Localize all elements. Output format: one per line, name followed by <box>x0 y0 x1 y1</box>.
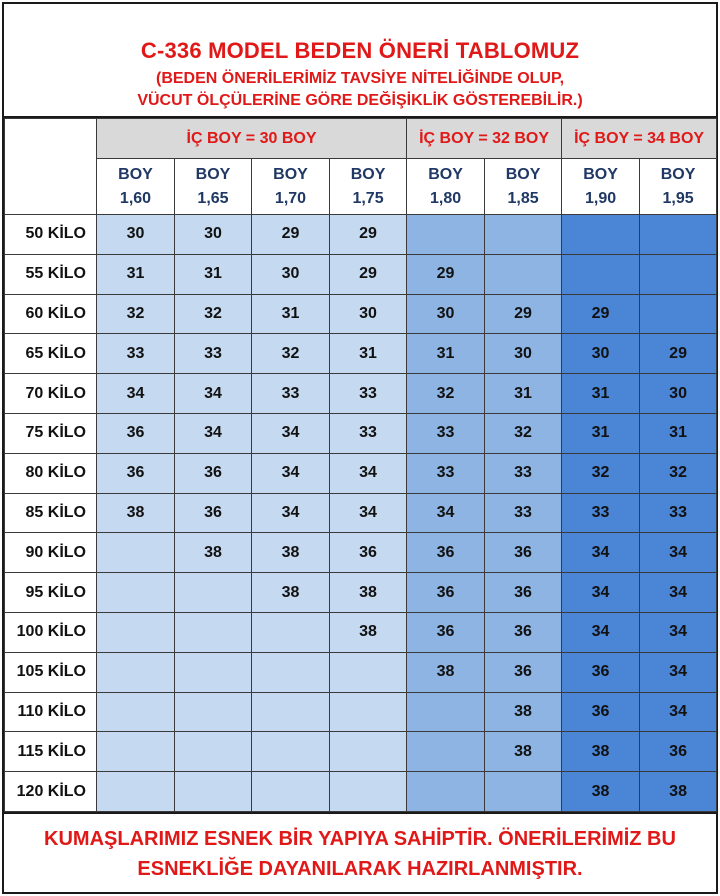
table-row <box>5 453 717 493</box>
size-cell: 36 <box>485 573 562 613</box>
size-cell: 33 <box>640 493 717 533</box>
size-cell: 29 <box>330 215 407 255</box>
column-header-top: BOY <box>428 165 463 183</box>
size-cell: 31 <box>175 254 252 294</box>
column-header <box>252 159 330 215</box>
footer-line-1: KUMAŞLARIMIZ ESNEK BİR YAPIYA SAHİPTİR. ÖNERİLERİMİZ BU <box>44 828 676 850</box>
size-cell: 31 <box>562 413 640 453</box>
size-cell: 34 <box>175 374 252 414</box>
size-cell: 33 <box>330 413 407 453</box>
size-cell <box>640 215 717 255</box>
size-cell: 34 <box>252 453 330 493</box>
column-header <box>330 159 407 215</box>
size-cell <box>640 294 717 334</box>
subtitle-line-1: (BEDEN ÖNERİLERİMİZ TAVSİYE NİTELİĞİNDE OLUP, <box>155 70 565 87</box>
corner-cell <box>5 119 97 215</box>
size-cell <box>97 612 175 652</box>
size-cell: 34 <box>562 533 640 573</box>
size-cell <box>175 612 252 652</box>
size-cell: 29 <box>330 254 407 294</box>
size-cell: 38 <box>562 772 640 812</box>
size-cell: 32 <box>485 413 562 453</box>
size-cell <box>330 732 407 772</box>
size-cell: 36 <box>407 533 485 573</box>
size-cell: 36 <box>485 612 562 652</box>
size-cell: 29 <box>407 254 485 294</box>
row-label: 85 KİLO <box>5 493 97 533</box>
size-cell <box>330 692 407 732</box>
subtitle-line-2: VÜCUT ÖLÇÜLERİNE GÖRE DEĞİŞİKLİK GÖSTEREBİLİR.) <box>137 92 583 109</box>
size-cell: 36 <box>407 573 485 613</box>
group-header: İÇ BOY = 34 BOY <box>562 119 717 159</box>
group-header: İÇ BOY = 32 BOY <box>407 119 562 159</box>
row-label: 95 KİLO <box>5 573 97 613</box>
size-cell <box>562 254 640 294</box>
size-cell: 34 <box>640 692 717 732</box>
size-cell: 33 <box>485 493 562 533</box>
column-header-top: BOY <box>660 165 696 183</box>
size-cell <box>175 732 252 772</box>
size-cell: 38 <box>407 652 485 692</box>
table-row <box>5 612 717 652</box>
table-row <box>5 772 717 812</box>
size-cell: 36 <box>485 533 562 573</box>
size-cell <box>97 732 175 772</box>
size-cell <box>252 772 330 812</box>
size-cell: 32 <box>407 374 485 414</box>
size-cell: 38 <box>252 533 330 573</box>
row-label: 70 KİLO <box>5 374 97 414</box>
size-cell: 30 <box>252 254 330 294</box>
table-row <box>5 573 717 613</box>
size-cell <box>330 772 407 812</box>
row-label: 75 KİLO <box>5 413 97 453</box>
row-label: 100 KİLO <box>5 612 97 652</box>
size-cell <box>485 215 562 255</box>
size-cell: 34 <box>252 493 330 533</box>
size-cell: 30 <box>407 294 485 334</box>
size-cell <box>175 573 252 613</box>
size-table <box>4 118 717 812</box>
size-cell: 33 <box>97 334 175 374</box>
size-cell <box>252 652 330 692</box>
column-header <box>562 159 640 215</box>
size-cell: 36 <box>562 692 640 732</box>
table-row <box>5 533 717 573</box>
table-row <box>5 413 717 453</box>
column-header-height: 1,65 <box>197 189 229 207</box>
table-row <box>5 294 717 334</box>
size-cell <box>407 215 485 255</box>
size-cell: 34 <box>640 652 717 692</box>
row-label: 80 KİLO <box>5 453 97 493</box>
column-header <box>175 159 252 215</box>
size-cell <box>562 215 640 255</box>
column-header-height: 1,70 <box>274 189 307 207</box>
size-cell <box>407 732 485 772</box>
column-header-height: 1,60 <box>119 189 152 207</box>
column-header-height: 1,90 <box>584 189 617 207</box>
column-header-top: BOY <box>118 165 153 183</box>
size-cell: 29 <box>640 334 717 374</box>
row-label: 110 KİLO <box>5 692 97 732</box>
group-header: İÇ BOY = 30 BOY <box>97 119 407 159</box>
page-title: C-336 MODEL BEDEN ÖNERİ TABLOMUZ <box>140 38 580 63</box>
size-cell: 38 <box>175 533 252 573</box>
size-cell: 29 <box>485 294 562 334</box>
size-cell: 33 <box>330 374 407 414</box>
subtitle <box>4 68 716 112</box>
size-cell <box>485 254 562 294</box>
size-cell: 31 <box>640 413 717 453</box>
size-cell: 38 <box>485 732 562 772</box>
size-cell: 34 <box>562 573 640 613</box>
size-cell: 33 <box>407 453 485 493</box>
size-cell <box>407 692 485 732</box>
size-cell <box>175 692 252 732</box>
row-label: 60 KİLO <box>5 294 97 334</box>
table-row <box>5 732 717 772</box>
size-cell: 36 <box>175 453 252 493</box>
size-cell <box>485 772 562 812</box>
size-cell: 32 <box>640 453 717 493</box>
size-cell: 34 <box>640 533 717 573</box>
size-cell: 36 <box>407 612 485 652</box>
size-cell <box>407 772 485 812</box>
size-cell: 34 <box>175 413 252 453</box>
size-chart-frame <box>2 2 718 894</box>
table-row <box>5 692 717 732</box>
table-row <box>5 374 717 414</box>
size-cell <box>252 732 330 772</box>
size-cell <box>175 772 252 812</box>
size-cell <box>97 692 175 732</box>
size-cell: 30 <box>640 374 717 414</box>
size-cell: 31 <box>562 374 640 414</box>
size-cell: 33 <box>485 453 562 493</box>
size-cell <box>330 652 407 692</box>
size-cell: 31 <box>485 374 562 414</box>
footer-line-2: ESNEKLİĞE DAYANILARAK HAZIRLANMIŞTIR. <box>137 858 583 880</box>
column-header-height: 1,80 <box>429 189 462 207</box>
size-cell: 38 <box>485 692 562 732</box>
size-cell: 32 <box>252 334 330 374</box>
size-cell: 32 <box>175 294 252 334</box>
column-header <box>640 159 717 215</box>
column-header-height: 1,85 <box>507 189 539 207</box>
column-header-height: 1,95 <box>662 189 694 207</box>
size-cell: 33 <box>175 334 252 374</box>
size-cell: 33 <box>252 374 330 414</box>
column-header-row <box>5 159 717 215</box>
size-cell: 29 <box>252 215 330 255</box>
size-cell: 30 <box>97 215 175 255</box>
row-label: 90 KİLO <box>5 533 97 573</box>
size-cell: 36 <box>175 493 252 533</box>
size-cell: 38 <box>330 612 407 652</box>
size-cell: 36 <box>97 453 175 493</box>
size-cell: 36 <box>562 652 640 692</box>
row-label: 115 KİLO <box>5 732 97 772</box>
size-cell: 34 <box>562 612 640 652</box>
group-header-row <box>5 119 717 159</box>
table-row <box>5 334 717 374</box>
column-header <box>97 159 175 215</box>
title-block <box>4 4 716 118</box>
size-cell: 34 <box>252 413 330 453</box>
row-label: 120 KİLO <box>5 772 97 812</box>
size-cell <box>97 573 175 613</box>
size-cell: 32 <box>97 294 175 334</box>
size-cell: 31 <box>252 294 330 334</box>
size-cell: 31 <box>330 334 407 374</box>
size-cell: 38 <box>330 573 407 613</box>
footer-note <box>4 812 716 892</box>
size-cell <box>252 692 330 732</box>
size-cell: 38 <box>252 573 330 613</box>
size-cell: 34 <box>640 612 717 652</box>
size-cell: 34 <box>407 493 485 533</box>
size-cell <box>252 612 330 652</box>
size-cell <box>97 652 175 692</box>
size-cell: 36 <box>640 732 717 772</box>
size-cell: 30 <box>330 294 407 334</box>
column-header-height: 1,75 <box>352 189 384 207</box>
size-cell: 36 <box>330 533 407 573</box>
row-label: 50 KİLO <box>5 215 97 255</box>
size-cell: 38 <box>562 732 640 772</box>
size-cell: 30 <box>175 215 252 255</box>
size-cell: 34 <box>97 374 175 414</box>
size-cell: 38 <box>640 772 717 812</box>
table-row <box>5 254 717 294</box>
row-label: 65 KİLO <box>5 334 97 374</box>
size-cell: 38 <box>97 493 175 533</box>
column-header-top: BOY <box>505 165 541 183</box>
table-row <box>5 493 717 533</box>
row-label: 55 KİLO <box>5 254 97 294</box>
size-cell: 33 <box>562 493 640 533</box>
size-cell <box>640 254 717 294</box>
column-header-top: BOY <box>350 165 386 183</box>
size-cell <box>97 533 175 573</box>
size-cell <box>175 652 252 692</box>
size-cell: 36 <box>97 413 175 453</box>
size-cell: 34 <box>330 493 407 533</box>
size-cell: 32 <box>562 453 640 493</box>
size-cell: 34 <box>330 453 407 493</box>
size-cell: 36 <box>485 652 562 692</box>
column-header <box>485 159 562 215</box>
column-header-top: BOY <box>273 165 308 183</box>
column-header <box>407 159 485 215</box>
column-header-top: BOY <box>195 165 231 183</box>
row-label: 105 KİLO <box>5 652 97 692</box>
size-cell: 29 <box>562 294 640 334</box>
table-row <box>5 215 717 255</box>
size-cell: 31 <box>407 334 485 374</box>
size-cell: 33 <box>407 413 485 453</box>
column-header-top: BOY <box>583 165 618 183</box>
size-cell: 31 <box>97 254 175 294</box>
size-cell: 30 <box>485 334 562 374</box>
size-cell: 30 <box>562 334 640 374</box>
size-cell <box>97 772 175 812</box>
table-row <box>5 652 717 692</box>
size-cell: 34 <box>640 573 717 613</box>
